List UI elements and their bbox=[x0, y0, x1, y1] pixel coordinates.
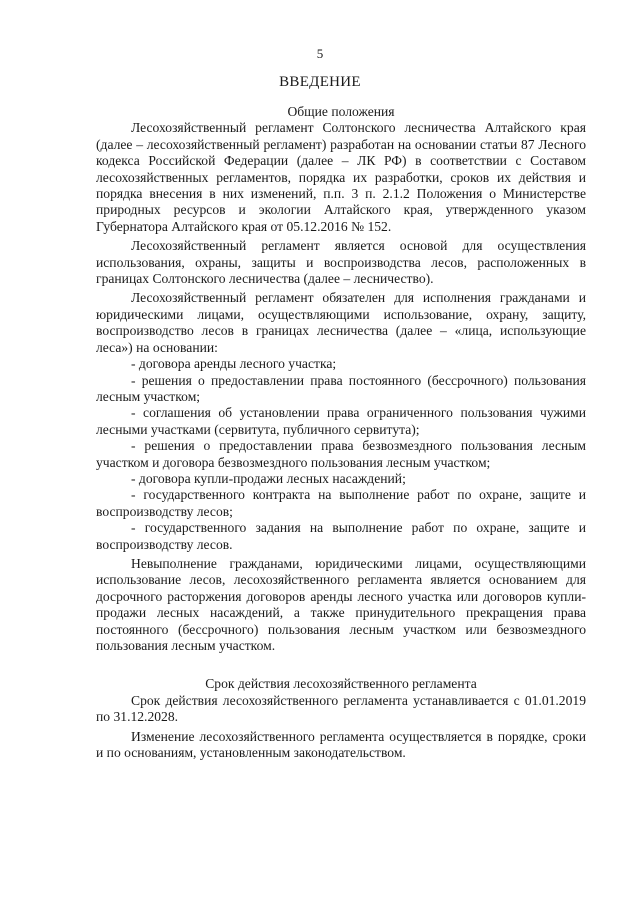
list-item: - договора аренды лесного участка; bbox=[131, 356, 337, 372]
list-item: - государственного контракта на выполнение работ по охране, защите и воспроизводству лесов; bbox=[96, 487, 586, 519]
paragraph: Срок действия лесохозяйственного регламента устанавливается с 01.01.2019 по 31.12.2028. bbox=[96, 692, 586, 725]
list-item: - решения о предоставлении права безвозмездного пользования лесным участком и договора безвозмездного пользования лесным участком; bbox=[96, 438, 586, 470]
paragraph: Невыполнение гражданами, юридическими лицами, осуществляющими использование лесов, лесохозяйственного регламента является основанием для досрочного расторжения договоров аренды лесного участка или договоров купли-продажи лесных насаждений, а также принудительного прекращения права постоянного (бессрочного) пользования лесным участком или безвозмездного пользования лесным участком. bbox=[96, 555, 586, 653]
page-number: 5 bbox=[316, 46, 324, 61]
document-title: ВВЕДЕНИЕ bbox=[279, 74, 361, 90]
paragraph: Лесохозяйственный регламент Солтонского лесничества Алтайского края (далее – лесохозяйственный регламент) разработан на основании статьи 87 Лесного кодекса Российской Федерации (далее – ЛК РФ) в соответствии с Составом лесохозяйственных регламентов, порядка их разработки, сроков их действия и порядка внесения в них изменений, п.п. 3 п. 2.1.2 Положения о Министерстве природных ресурсов и экологии Алтайского края, утвержденного указом Губернатора Алтайского края от 05.12.2016 № 152. bbox=[96, 120, 586, 234]
section-heading-validity: Срок действия лесохозяйственного регламента bbox=[205, 676, 477, 692]
document-body bbox=[96, 104, 586, 761]
list-item: - государственного задания на выполнение работ по охране, защите и воспроизводству лесов. bbox=[96, 520, 586, 552]
list-item: - договора купли-продажи лесных насаждений; bbox=[131, 470, 406, 486]
paragraph: Лесохозяйственный регламент является основой для осуществления использования, охраны, защиты и воспроизводства лесов, расположенных в границах Солтонского лесничества (далее – лесничество). bbox=[96, 238, 586, 287]
list-item: - решения о предоставлении права постоянного (бессрочного) пользования лесным участком; bbox=[96, 372, 586, 404]
list-item: - соглашения об установлении права ограниченного пользования чужими лесными участками (сервитута, публичного сервитута); bbox=[96, 405, 586, 437]
paragraph: Лесохозяйственный регламент обязателен для исполнения гражданами и юридическими лицами, осуществляющими использование, охрану, защиту, воспроизводство лесов в границах лесничества (далее – «лица, использующие леса») на основании: bbox=[96, 290, 586, 355]
paragraph: Изменение лесохозяйственного регламента осуществляется в порядке, сроки и по основаниям, установленным законодательством. bbox=[96, 728, 586, 761]
section-heading-general: Общие положения bbox=[287, 104, 395, 119]
